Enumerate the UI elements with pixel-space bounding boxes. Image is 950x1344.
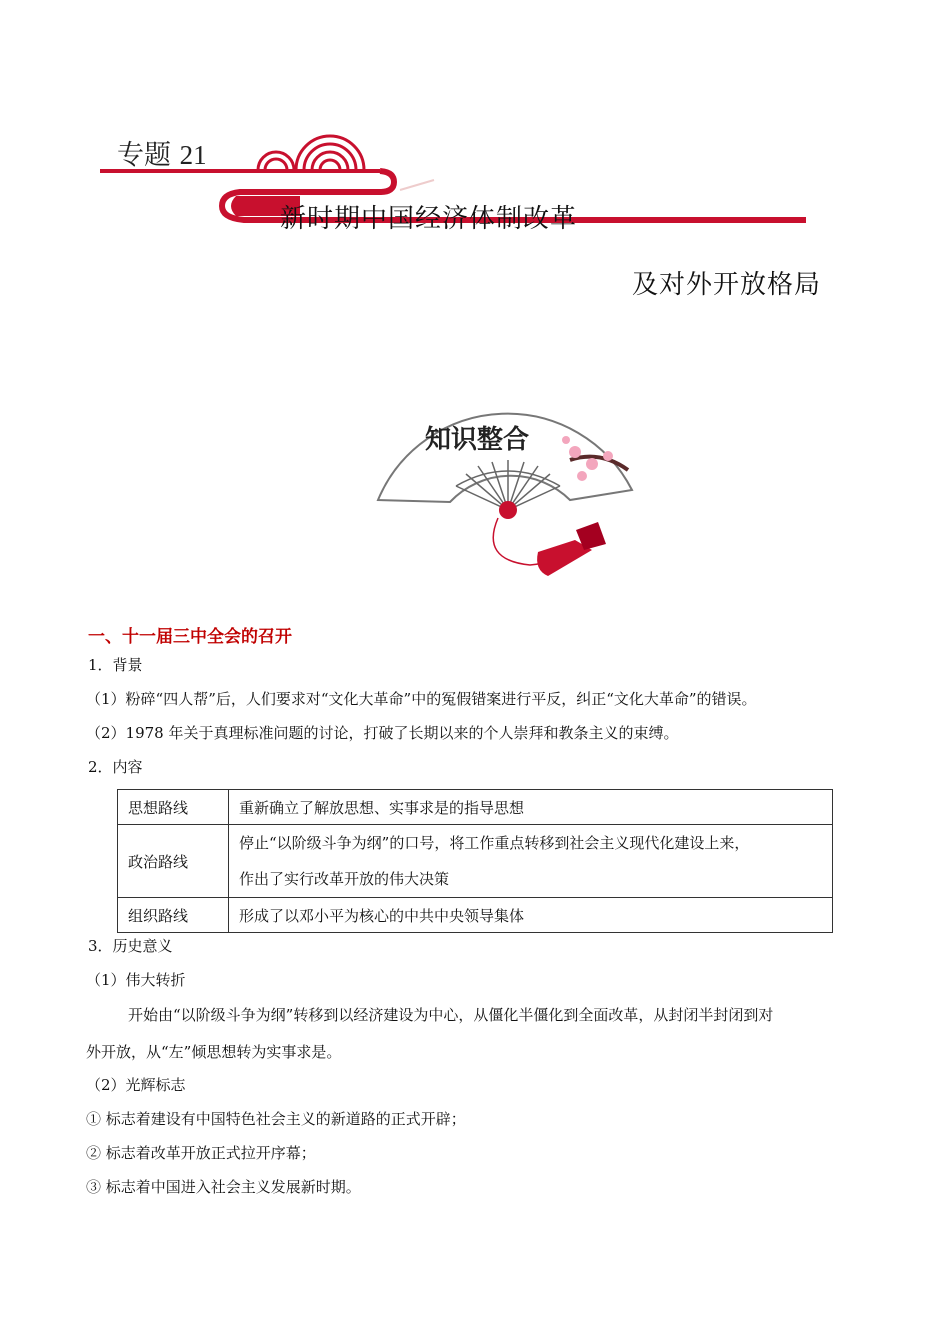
significance-turn-title: （1）伟大转折 — [86, 971, 186, 989]
page-title-line1: 新时期中国经济体制改革 — [280, 204, 578, 234]
table-cell-value: 形成了以邓小平为核心的中共中央领导集体 — [229, 898, 833, 933]
significance-mark-2: ② 标志着改革开放正式拉开序幕； — [86, 1144, 316, 1162]
subheading-significance: 3．历史意义 — [88, 937, 173, 955]
table-row — [118, 790, 833, 825]
significance-mark-3: ③ 标志着中国进入社会主义发展新时期。 — [86, 1178, 361, 1196]
table-cell-value: 重新确立了解放思想、实事求是的指导思想 — [229, 790, 833, 825]
topic-prefix: 专题 — [117, 140, 171, 171]
topic-number: 21 — [179, 140, 207, 170]
significance-mark-1: ① 标志着建设有中国特色社会主义的新道路的正式开辟； — [86, 1110, 466, 1128]
background-point-1: （1）粉碎“四人帮”后，人们要求对“文化大革命”中的冤假错案进行平反，纠正“文化大革命”的错误。 — [86, 690, 757, 708]
fan-illustration — [370, 390, 640, 585]
table-cell-line: 停止“以阶级斗争为纲”的口号，将工作重点转移到社会主义现代化建设上来， — [239, 834, 750, 852]
section-heading: 一、十一届三中全会的召开 — [88, 627, 292, 647]
concentric-circles-decoration — [258, 136, 364, 170]
significance-turn-line1: 开始由“以阶级斗争为纲”转移到以经济建设为中心，从僵化半僵化到全面改革，从封闭半封闭到对 — [128, 1006, 774, 1024]
table-row — [118, 825, 833, 898]
significance-mark-title: （2）光辉标志 — [86, 1076, 186, 1094]
table-cell-key: 政治路线 — [118, 825, 229, 898]
table-cell-value — [229, 825, 833, 898]
table-cell-key: 组织路线 — [118, 898, 229, 933]
page-title-line2: 及对外开放格局 — [632, 270, 822, 300]
topic-label — [117, 133, 207, 172]
background-point-2: （2）1978 年关于真理标准问题的讨论，打破了长期以来的个人崇拜和教条主义的束缚。 — [86, 724, 679, 742]
fan-label: 知识整合 — [425, 425, 530, 455]
content-table — [117, 789, 833, 933]
table-cell-line: 作出了实行改革开放的伟大决策 — [239, 870, 450, 888]
significance-turn-line2: 外开放，从“左”倾思想转为实事求是。 — [86, 1043, 342, 1061]
subheading-background: 1．背景 — [88, 656, 143, 674]
table-cell-key: 思想路线 — [118, 790, 229, 825]
subheading-content: 2．内容 — [88, 758, 143, 776]
table-row — [118, 898, 833, 933]
